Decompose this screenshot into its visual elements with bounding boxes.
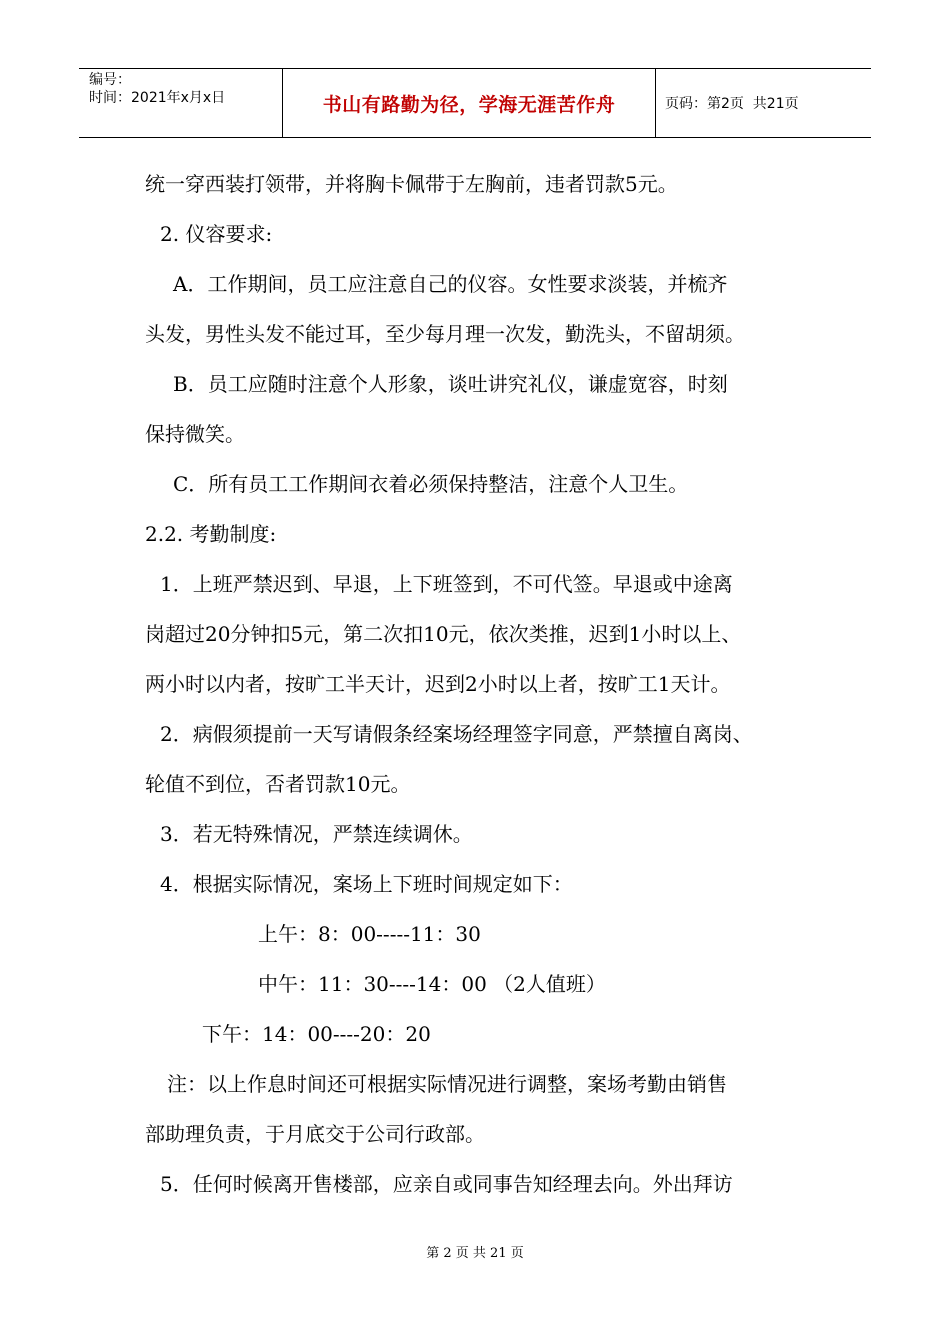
header-info: [89, 71, 225, 107]
document-date-label: 时间：2021年x月x日: [89, 90, 226, 106]
body-line: 1．上班严禁迟到、早退，上下班签到，不可代签。早退或中途离: [160, 572, 733, 596]
body-line: C．所有员工工作期间衣着必须保持整洁，注意个人卫生。: [173, 472, 689, 496]
body-line: 保持微笑。: [145, 422, 245, 446]
schedule-line: 上午：8：00-----11：30: [258, 922, 481, 946]
header-motto: 书山有路勤为径，学海无涯苦作舟: [322, 93, 616, 116]
body-line: 两小时以内者，按旷工半天计，迟到2小时以上者，按旷工1天计。: [145, 672, 731, 696]
page-footer: 第 2 页 共 21 页: [426, 1246, 524, 1261]
section-heading: 2.2. 考勤制度:: [145, 522, 277, 546]
document-header: [79, 68, 871, 138]
note-line: 部助理负责，于月底交于公司行政部。: [145, 1122, 485, 1146]
note-line: 注：以上作息时间还可根据实际情况进行调整，案场考勤由销售: [167, 1072, 727, 1096]
body-line: A．工作期间，员工应注意自己的仪容。女性要求淡装，并梳齐: [173, 272, 728, 296]
section-heading: 2. 仪容要求:: [160, 222, 273, 246]
schedule-line: 中午：11：30----14：00 （2人值班）: [258, 972, 606, 996]
schedule-line: 下午：14：00----20：20: [202, 1022, 431, 1046]
body-line: 3．若无特殊情况，严禁连续调休。: [160, 822, 473, 846]
body-line: 统一穿西装打领带，并将胸卡佩带于左胸前，违者罚款5元。: [145, 172, 678, 196]
body-line: 轮值不到位，否者罚款10元。: [145, 772, 411, 796]
body-line: 岗超过20分钟扣5元，第二次扣10元，依次类推，迟到1小时以上、: [145, 622, 742, 646]
body-line: B．员工应随时注意个人形象，谈吐讲究礼仪，谦虚宽容，时刻: [173, 372, 728, 396]
header-divider-right: [655, 69, 656, 137]
body-line: 5．任何时候离开售楼部，应亲自或同事告知经理去向。外出拜访: [160, 1172, 733, 1196]
document-code-label: 编号：: [89, 72, 131, 88]
body-line: 4．根据实际情况，案场上下班时间规定如下：: [160, 872, 573, 896]
body-line: 头发，男性头发不能过耳，至少每月理一次发，勤洗头，不留胡须。: [145, 322, 745, 346]
body-line: 2．病假须提前一天写请假条经案场经理签字同意，严禁擅自离岗、: [160, 722, 753, 746]
header-page-label: 页码：第2页 共21页: [665, 96, 799, 112]
